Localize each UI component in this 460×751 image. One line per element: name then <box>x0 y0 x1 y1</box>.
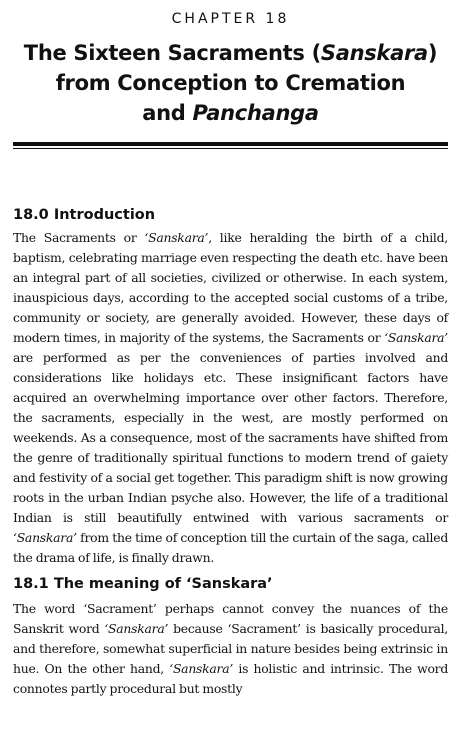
text-run: ) <box>427 41 438 65</box>
section-paragraph-introduction <box>13 228 448 568</box>
italic-term: Panchanga <box>192 101 319 125</box>
chapter-number: CHAPTER 18 <box>171 11 290 27</box>
text-run: The Sacraments or <box>13 230 145 245</box>
italic-term: ‘Sanskara’ <box>104 621 169 636</box>
text-run: The word ‘Sacrament’ perhaps cannot convey the nuances of the Sanskrit word <box>13 601 448 636</box>
text-run: from Conception to Cremation <box>55 71 406 95</box>
title-divider-thin <box>13 148 448 149</box>
text-run: because ‘Sacrament’ is basically procedural, and therefore, somewhat superficial in nature besides being extrinsic in hue. On the other hand, <box>13 621 448 676</box>
italic-term: ‘Sanskara’ <box>169 661 234 676</box>
book-page <box>0 10 460 751</box>
text-run: and <box>142 101 193 125</box>
italic-term: ‘Sanskara’ <box>384 330 448 345</box>
section-paragraph-meaning <box>13 599 448 699</box>
section-heading-introduction: 18.0 Introduction <box>13 207 156 223</box>
italic-term: ‘Sanskara’ <box>13 530 77 545</box>
text-run: The Sixteen Sacraments ( <box>23 41 321 65</box>
text-run: , like heralding the birth of a child, baptism, celebrating marriage even respecting the death etc. have been an integral part of all societies, civilized or otherwise. In each system, inauspicious days, according to the accepted social customs of a tribe, community or society, are generally avoided. However, these days of modern times, in majority of the systems, the Sacraments or <box>13 230 448 345</box>
italic-term: ‘Sanskara’ <box>144 230 209 245</box>
text-run: from the time of conception till the curtain of the saga, called the drama of life, is finally drawn. <box>13 530 448 565</box>
text-run: is holistic and intrinsic. The word connotes partly procedural but mostly <box>13 661 449 696</box>
chapter-title <box>13 38 448 128</box>
italic-term: Sanskara <box>320 41 428 65</box>
text-run: are performed as per the conveniences of parties involved and considerations like holidays etc. These insignificant factors have acquired an overwhelming importance over other factors. Therefore, the sacraments, especially in the west, are mostly performed on weekends. As a consequence, most of the sacraments have shifted from the genre of traditionally spiritual functions to modern trend of gaiety and festivity of a social get together. This paradigm shift is now growing roots in the urban Indian psyche also. However, the life of a traditional Indian is still beautifully entwined with various sacraments or <box>13 350 448 525</box>
title-divider-thick <box>13 142 448 146</box>
section-heading-meaning: 18.1 The meaning of ‘Sanskara’ <box>13 576 273 592</box>
